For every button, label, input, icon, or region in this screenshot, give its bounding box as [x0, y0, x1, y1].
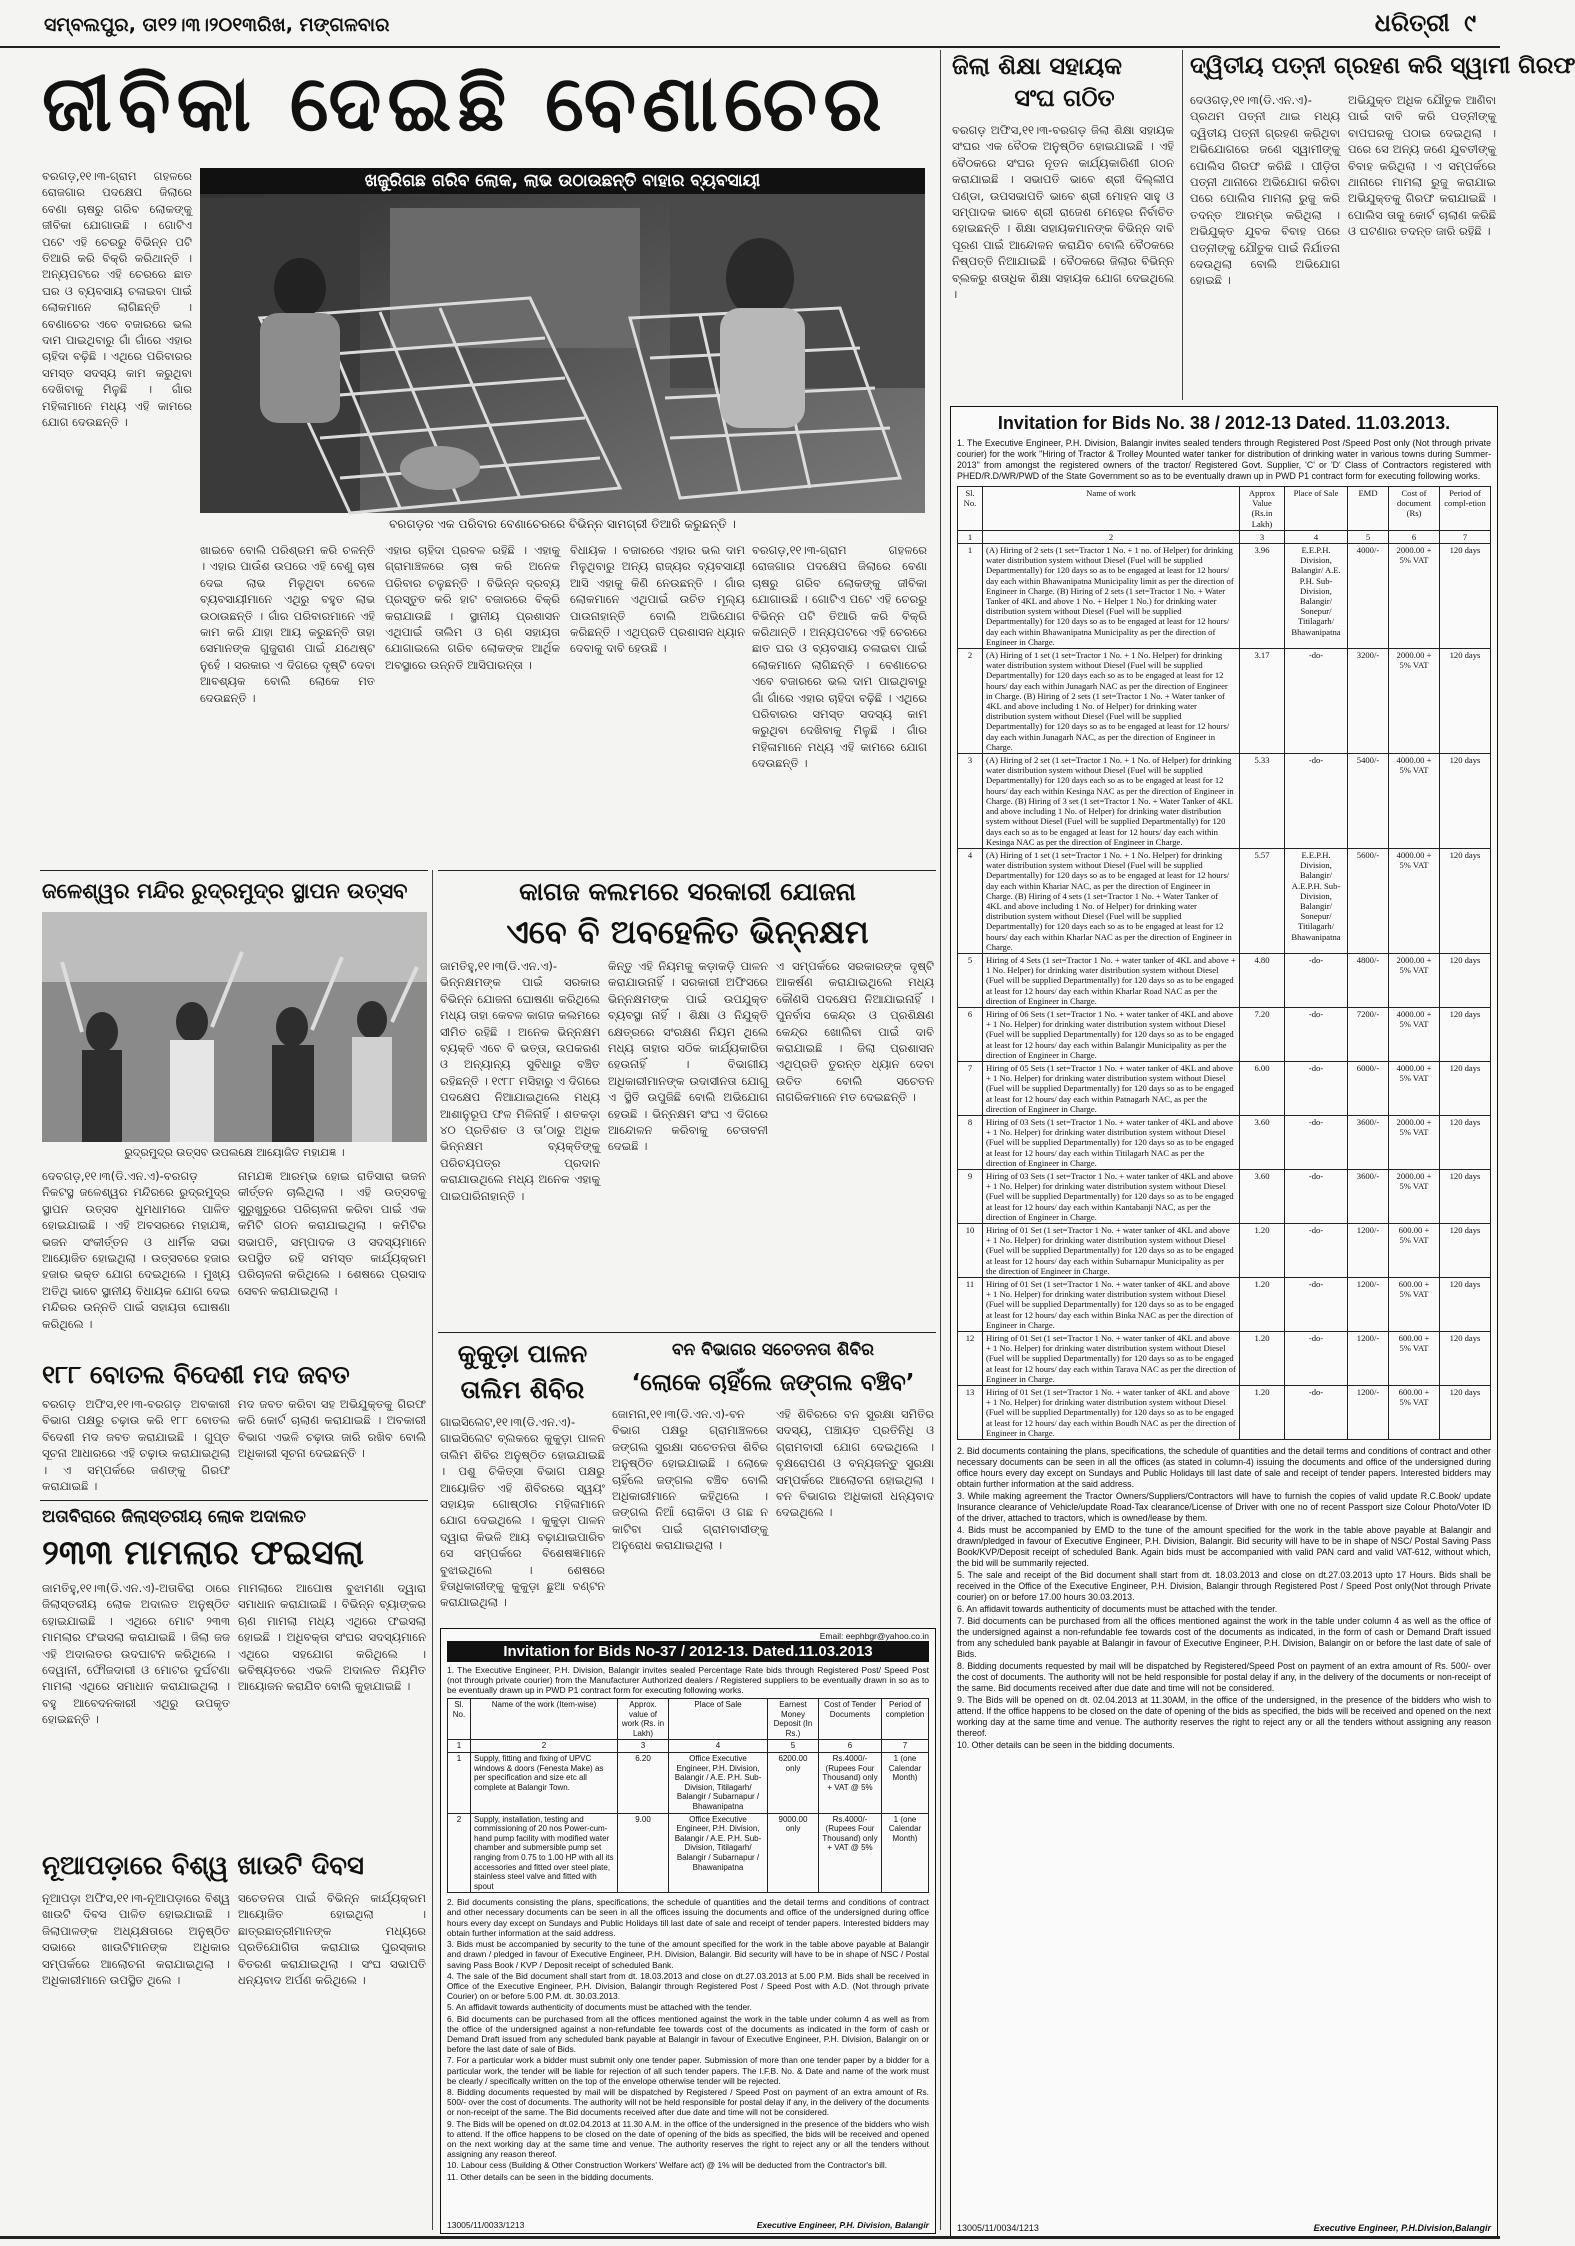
section-rule-2	[40, 1500, 428, 1501]
bid38-note: 3. While making agreement the Tractor Owners/Suppliers/Contractors will have to furnish the copies of valid update R.C.Book/ update Insurance clearance of Vehicle/update Road-Tax clearance/License of Driver with one no of recent Passport size Colour Photo/Voter ID of the driver, attached to tractors, which is owned/lease by them.	[957, 1491, 1491, 1524]
bid38-intro: 1. The Executive Engineer, P.H. Division, Balangir invites sealed tenders through Registered Post /Speed Post only (Not through private courier) for the work "Hiring of Tractor & Trolley Mounted water tanker for distribution of drinking water in various towns during Summer-2013" from amongst the registered owners of the tractor/ Registered Govt. Supplier, 'C' or 'D' Class of Contractors registered with PHED/R.D/WR/PWD of the State Government so as to be eventually drawn up in PWD P1 contract form for executing following works.	[957, 438, 1491, 481]
bid38-note: 4. Bids must be accompanied by EMD to the tune of the amount specified for the work in the table above payable at Balangir and drawn/pledged in favour of Executive Engineer, P.H. Division, Balangir. Bid security will have to be in shape of NSC/ Postal Saving Pass Book/KVP/Deposit receipt of scheduled Bank. Again bids must be accompanied with valid PAN card and valid VAT-612, without which, the bid will be summarily rejected.	[957, 1525, 1491, 1569]
bid38-cell-sl: 11	[958, 1278, 983, 1332]
bid38-cell-place: E.E.P.H. Division, Balangir/ A.E.P.H. Sub-Division, Balangir/ Sonepur/ Titilagarh/ Bhawanipatna	[1285, 848, 1348, 953]
masthead	[0, 0, 1500, 46]
bid38-cell-emd: 4000/-	[1348, 544, 1389, 649]
jaleswar-photo-caption: ରୁଦ୍ରମୁଦ୍ର ଉତ୍ସବ ଉପଲକ୍ଷେ ଆୟୋଜିତ ମହାଯଜ୍ଞ ।	[124, 1146, 345, 1159]
bid37-note: 7. For a particular work a bidder must submit only one tender paper. Submission of more than one tender paper by a bidder for a particular work, the tender will be liable for rejection of all such tender papers. The I.F.B. No. & Date and name of the work must be clearly / specifically written on the top of the envelope otherwise tender will be rejected.	[447, 2055, 929, 2086]
bid38-cell-period: 120 days	[1440, 1386, 1491, 1440]
bid37-note: 11. Other details can be seen in the bidding documents.	[447, 2171, 654, 2182]
lead-photo	[200, 168, 925, 513]
bid38-colnum: 3	[1240, 530, 1285, 543]
bid38-cell-period: 120 days	[1440, 848, 1491, 953]
bid37-cell-work: Supply, installation, testing and commissioning of 20 nos Power-cum-hand pump facility with modified water chamber and submersible pump set ranging from 0.75 to 1.00 HP with all its accessories and fitted over steel plate, stainless steel valve and fitted with spout	[471, 1813, 618, 1893]
bid37-col-emd: Earnest Money Deposit (In Rs.)	[768, 1699, 819, 1740]
bid38-cell-period: 120 days	[1440, 1170, 1491, 1224]
bid38-cell-emd: 3600/-	[1348, 1170, 1389, 1224]
madya-headline: ୧୮୮ ବୋତଲ ବିଦେଶୀ ମଦ ଜବତ	[42, 1360, 350, 1389]
kagaj-col2: କିନ୍ତୁ ଏହି ନିୟମକୁ କଡ଼ାକଡ଼ି ପାଳନ କରାଯାଉନାହିଁ । ସରକାରୀ ଅଫିସରେ ଭିନ୍ନକ୍ଷମଙ୍କ ପାଇଁ ଉପଯୁକ୍ତ ବ୍ୟବସ୍ଥା ନାହିଁ । ଶିକ୍ଷା ଓ ନିଯୁକ୍ତି କ୍ଷେତ୍ରରେ ସଂରକ୍ଷଣ ନିୟମ ଥିଲେ ମଧ୍ୟ ତାହାର ସଠିକ କାର୍ଯ୍ୟକାରିତା ହେଉନାହିଁ । ବିଭାଗୀୟ ଅଧିକାରୀମାନଙ୍କ ଉଦାସୀନତା ଯୋଗୁ ଏ ସ୍ଥିତି ଉପୁଜିଛି ବୋଲି ଅଭିଯୋଗ ହେଉଛି । ଭିନ୍ନକ୍ଷମ ସଂଘ ଏ ଦିଗରେ ଆନ୍ଦୋଳନ କରିବାକୁ ଚେତାବନୀ ଦେଇଛି ।	[608, 959, 768, 1154]
bid38-cell-period: 120 days	[1440, 1278, 1491, 1332]
lead-col1: ବରଗଡ଼,୧୧।୩-ଗ୍ରାମ ଗହଳରେ ରୋଜଗାର ପଦକ୍ଷେପ ଜିଲାରେ ବେଣା ଚାଷରୁ ଗରିବ ଲୋକଙ୍କୁ ଜୀବିକା ଯୋଗାଉଛି । ଗୋଟିଏ ପଟେ ଏହି ଚେରରୁ ବିଭିନ୍ନ ପଟି ତିଆରି କରି ବିକ୍ରି କରିଥାନ୍ତି । ଅନ୍ୟପଟରେ ଏହି ଚେରରେ ଛାତ ଘର ଓ ବ୍ୟବସାୟ ଚଳାଇବା ପାଇଁ ଲୋକମାନେ ଲାଗିଛନ୍ତି । ବେଣାଚେର ଏବେ ବଜାରରେ ଭଲ ଦାମ ପାଇଥିବାରୁ ଗାଁ ଗାଁରେ ଏହାର ଚାହିଦା ବଢ଼ିଛି । ଏଥିରେ ପରିବାରର ସମସ୍ତ ସଦସ୍ୟ କାମ କରୁଥିବା ଦେଖିବାକୁ ମିଳୁଛି । ଗାଁର ମହିଳାମାନେ ମଧ୍ୟ ଏହି କାମରେ ଯୋଗ ଦେଉଛନ୍ତି ।	[42, 169, 192, 430]
bid37-colnum: 1	[448, 1740, 471, 1753]
bid38-cell-value: 5.57	[1240, 848, 1285, 953]
bid37-header-row	[448, 1699, 929, 1740]
bid38-cell-value: 4.80	[1240, 953, 1285, 1007]
nuapada-col2: ସଚେତନତା ପାଇଁ ବିଭିନ୍ନ କାର୍ଯ୍ୟକ୍ରମ ଆୟୋଜିତ ହୋଇଥିଲା । ଛାତ୍ରଛାତ୍ରୀମାନଙ୍କ ମଧ୍ୟରେ ପ୍ରତିଯୋଗିତା କରାଯାଇ ପୁରସ୍କାର ବିତରଣ କରାଯାଇଥିଲା । ସଂଘ ସଭାପତି ଧନ୍ୟବାଦ ଅର୍ପଣ କରିଥିଲେ ।	[238, 1891, 426, 1988]
bid38-ref: 13005/11/0034/1213	[957, 2223, 1039, 2233]
col-rule-shiksha	[1182, 50, 1183, 400]
bid38-cell-emd: 7200/-	[1348, 1007, 1389, 1061]
bid37-colnum: 7	[882, 1740, 929, 1753]
bid37-note: 2. Bid documents consisting the plans, specifications, the schedule of quantities and the detail terms and conditions of contract and other necessary documents can be seen in all the offices issuing the documents and office of the undersigned during office hours every day except on Sundays and Public Holidays till last date of sale and receipt of tender papers. Interested bidders may obtain further information at the said address.	[447, 1897, 929, 1938]
bid38-row	[958, 1061, 1491, 1115]
bid37-cell-cost: Rs.4000/- (Rupees Four Thousand) only + VAT @ 5%	[819, 1813, 882, 1893]
bid38-col-place: Place of Sale	[1285, 487, 1348, 531]
bid38-row	[958, 953, 1491, 1007]
bid38-cell-place: -do-	[1285, 1224, 1348, 1278]
bid37-note: 5. An affidavit towards authenticity of documents must be attached with the tender.	[447, 2002, 752, 2013]
kagaj-col3: ଏ ସମ୍ପର୍କରେ ସରକାରଙ୍କ ଦୃଷ୍ଟି ଆକର୍ଷଣ କରାଯାଇଥିଲେ ମଧ୍ୟ କୌଣସି ପଦକ୍ଷେପ ନିଆଯାଇନାହିଁ । ପୁନର୍ବାସ କେନ୍ଦ୍ର ଓ ପ୍ରଶିକ୍ଷଣ କେନ୍ଦ୍ର ଖୋଲିବା ପାଇଁ ଦାବି କରାଯାଇଛି । ଜିଲା ପ୍ରଶାସନ ଏଥିପ୍ରତି ତୁରନ୍ତ ଧ୍ୟାନ ଦେବା ଉଚିତ ବୋଲି ସଚେତନ ନାଗରିକମାନେ ମତ ଦେଇଛନ୍ତି ।	[776, 959, 934, 1105]
bid38-cell-value: 1.20	[1240, 1224, 1285, 1278]
bid38-cell-work: (A) Hiring of 2 set (1 set=Tractor 1 No. + 1 No. of Helper) for drinking water distribution system without Diesel (Fuel will be supplied Departmentally) for 120 days each so as to be engaged at least for 12 hours/ day each within Kesinga NAC as per the direction of Engineer in Charge. (B) Hiring of 3 set (1 set=Tractor 1 No. + Water Tanker of 4KL and above including 1 No. of Helper) for drinking water distribution system without Diesel (Fuel will be supplied Departmentally) for 120 days each so as to be engaged at least for 12 hours/ day each within Kesinga NAC as per the direction of Engineer in Charge.	[983, 754, 1240, 849]
bid38-row	[958, 1007, 1491, 1061]
bid37-cell-cost: Rs.4000/- (Rupees Four Thousand) only + VAT @ 5%	[819, 1752, 882, 1813]
bid38-cell-place: -do-	[1285, 1170, 1348, 1224]
section-rule-1	[40, 870, 428, 871]
bid38-cell-sl: 7	[958, 1061, 983, 1115]
jila-shiksha-headline-line1: ଜିଲା ଶିକ୍ଷା ସହାୟକ	[952, 52, 1122, 80]
bid38-notes	[951, 1440, 1497, 1751]
bid38-cell-value: 5.33	[1240, 754, 1285, 849]
bid37-advert	[440, 1628, 936, 2234]
bid38-col-sl: Sl. No.	[958, 487, 983, 531]
bid37-signature: Executive Engineer, P.H. Division, Balangir	[756, 2220, 929, 2230]
bid37-footer	[447, 2220, 929, 2230]
bid37-cell-emd: 9000.00 only	[768, 1813, 819, 1893]
bid38-cell-sl: 13	[958, 1386, 983, 1440]
bid38-cell-emd: 1200/-	[1348, 1224, 1389, 1278]
bid38-cell-sl: 3	[958, 754, 983, 849]
bid38-row	[958, 1332, 1491, 1386]
bottom-rule	[0, 2236, 1500, 2239]
bid38-cell-value: 6.00	[1240, 1061, 1285, 1115]
bid38-footer	[957, 2223, 1491, 2233]
bid38-col-cost: Cost of document (Rs)	[1389, 487, 1440, 531]
bid38-cell-place: E.E.P.H. Division, Balangir/ A.E. P.H. Sub-Division, Balangir/ Sonepur/ Titilagarh/ Bhawanipatna	[1285, 544, 1348, 649]
bid38-cell-work: (A) Hiring of 1 set (1 set=Tractor 1 No. + 1 No. Helper) for drinking water distribution system without Diesel (Fuel will be supplied Departmentally) for 120 days each so as to be engaged at least for 12 hours/ day each within Junagarh NAC as per the direction of Engineer in Charge. (B) Hiring of 2 sets (1 set=Tractor 1 No. + Water tanker of 4KL and above including 1 No. of Helper) for drinking water distribution system without Diesel (Fuel will be supplied Departmentally) for 120 days so as to be engaged at least for 12 hours/ day each within Junagarh NAC, as per the direction of Engineer in Charge.	[983, 649, 1240, 754]
bid38-row	[958, 649, 1491, 754]
bid37-body	[448, 1752, 929, 1892]
bid38-cell-period: 120 days	[1440, 754, 1491, 849]
bid38-colnum: 1	[958, 530, 983, 543]
lok-adalat-headline-line2: ୨୩୩ ମାମଲାର ଫଇସଲା	[42, 1533, 364, 1573]
bana-headline	[612, 1336, 934, 1402]
bid38-cell-value: 7.20	[1240, 1007, 1285, 1061]
bid38-cell-period: 120 days	[1440, 1224, 1491, 1278]
lok-adalat-headline	[42, 1504, 427, 1576]
bid38-col-value: Approx Value (Rs.in Lakh)	[1240, 487, 1285, 531]
jila-shiksha-headline-line2: ସଂଘ ଗଠିତ	[1014, 84, 1115, 112]
bid38-row	[958, 544, 1491, 649]
bana-col1: ଜୋମନା,୧୧।୩(ଡି.ଏନ.ଏ)-ବନ ବିଭାଗ ପକ୍ଷରୁ ଗ୍ରାମାଞ୍ଚଳରେ ଜଙ୍ଗଲ ସୁରକ୍ଷା ସଚେତନତା ଶିବିର ଅନୁଷ୍ଠିତ ହୋଇଯାଇଛି । ଲୋକେ ଚାହିଁଲେ ଜଙ୍ଗଲ ବଞ୍ଚିବ ବୋଲି ଅଧିକାରୀମାନେ କହିଥିଲେ । ଜଙ୍ଗଲ ନିଆଁ ରୋକିବା ଓ ଗଛ ନ କାଟିବା ପାଇଁ ଗ୍ରାମବାସୀଙ୍କୁ ଅନୁରୋଧ କରାଯାଇଥିଲା ।	[612, 1407, 768, 1553]
bid38-colnum: 4	[1285, 530, 1348, 543]
bid37-cell-sl: 1	[448, 1752, 471, 1813]
lead-col4: ବିଧାୟକ । ବଜାରରେ ଏହାର ଭଲ ଦାମ ମିଳୁଥିବାରୁ ଅନ୍ୟ ରାଜ୍ୟର ବ୍ୟବସାୟୀ ଆସି ଏହାକୁ କିଣି ନେଉଛନ୍ତି । ଗାଁର ଲୋକମାନେ ଏଥିପାଇଁ ଉଚିତ ମୂଲ୍ୟ ପାଉନାହାନ୍ତି ବୋଲି ଅଭିଯୋଗ କରିଛନ୍ତି । ଏଥିପ୍ରତି ପ୍ରଶାସନ ଧ୍ୟାନ ଦେବାକୁ ଦାବି ହେଉଛି ।	[570, 543, 745, 656]
bid38-cell-sl: 1	[958, 544, 983, 649]
bid38-cell-cost: 600.00 + 5% VAT	[1389, 1224, 1440, 1278]
bid38-note: 7. Bid documents can be purchased from all the offices mentioned against the work in the table under column 4 as well as the office of the undersigned against a non-refundable fee towards cost of the documents as indicated, in the form of cash or Demand Draft issued from any scheduled bank payable at Balangir in favour of Executive Engineer, P.H. Division, Balangir on or before the last date of sale of Bids.	[957, 1616, 1491, 1660]
bid38-cell-work: (A) Hiring of 1 set (1 set=Tractor 1 No. + 1 No. Helper) for drinking water distribution system without Diesel (Fuel will be supplied Departmentally) for 120 days so as to be engaged at least for 12 hours/ day each within Khariar NAC, as per the direction of Engineer in Charge. (B) Hiring of 4 sets (1 set=Tractor 1 No. + Water Tanker of 4KL and above including 1 No. of Helper) for drinking water distribution system without Diesel (Fuel will be supplied Departmentally) for 120 days each so as to be engaged at least for 12 hours/ day each within Kharlar NAC as per the direction of Engineer in Charge.	[983, 848, 1240, 953]
bid38-col-period: Period of compl-etion	[1440, 487, 1491, 531]
bid37-col-work: Name of the work (Item-wise)	[471, 1699, 618, 1740]
bid38-cell-emd: 1200/-	[1348, 1332, 1389, 1386]
bid38-cell-place: -do-	[1285, 953, 1348, 1007]
bid38-cell-sl: 4	[958, 848, 983, 953]
kukuda-headline-line2: ତାଲିମ ଶିବିର	[460, 1375, 585, 1404]
kagaj-headline-line2: ଏବେ ବି ଅବହେଳିତ ଭିନ୍ନକ୍ଷମ	[506, 913, 869, 951]
kagaj-headline	[440, 874, 935, 954]
bid37-notes	[441, 1893, 935, 2181]
bid38-note: 2. Bid documents containing the plans, specifications, the schedule of quantities and the detail terms and conditions of contract and other necessary documents can be seen in all the offices (as stated in column-4) issuing the documents and office of the undersigned during office hours every day except on Sundays and Public Holidays till last date of sale and receipt of tender papers. Interested bidders may obtain further information at the said address.	[957, 1446, 1491, 1490]
bid38-cell-place: -do-	[1285, 1332, 1348, 1386]
jaleswar-photo-image	[42, 912, 427, 1142]
bid38-cell-sl: 10	[958, 1224, 983, 1278]
bid38-note: 10. Other details can be seen in the bidding documents.	[957, 1740, 1175, 1751]
bid37-note: 6. Bid documents can be purchased from all the offices mentioned against the work in the table under column 4 as well as from the office of the undersigned against a non-refundable fee towards cost of the documents as indicated in the form of cash or Demand Draft issued from any scheduled bank payable at Balangir in favour of Executive Engineer, P.H. Division, Balangir on or before the last date of sale of Bids.	[447, 2013, 929, 2055]
lead-col3: ଏହାର ଚାହିଦା ପ୍ରବଳ ରହିଛି । ଏହାକୁ ଗ୍ରାମାଞ୍ଚଳରେ ଚାଷ କରି ଅନେକ ପରିବାର ଚଳୁଛନ୍ତି । ବିଭିନ୍ନ ଦ୍ରବ୍ୟ ପ୍ରସ୍ତୁତ କରି ହାଟ ବଜାରରେ ବିକ୍ରି କରାଯାଉଛି । ସ୍ଥାନୀୟ ପ୍ରଶାସନ ଏଥିପାଇଁ ତାଲିମ ଓ ଋଣ ସହାୟତା ଯୋଗାଇଲେ ଗରିବ ଲୋକଙ୍କ ଆର୍ଥିକ ଅବସ୍ଥାରେ ଉନ୍ନତି ଆସିପାରନ୍ତା ।	[385, 543, 560, 672]
kagaj-headline-line1: କାଗଜ କଲମରେ ସରକାରୀ ଯୋଜନା	[519, 877, 856, 906]
bid38-cell-emd: 1200/-	[1348, 1278, 1389, 1332]
bid38-row	[958, 754, 1491, 849]
bid38-title: Invitation for Bids No. 38 / 2012-13 Dated. 11.03.2013.	[997, 413, 1451, 433]
lead-col2: ଖାଇବେ ବୋଲି ପରିଶ୍ରମ କରି ଚଳନ୍ତି । ଏହାର ପାଉଁଶ ଉପରେ ଏହି ବେଣୁ ଚାଷ ଦେଇ ଲାଭ ମିଳୁଥିବା ବେଳେ ବ୍ୟବସାୟୀମାନେ ଏଥିରୁ ବହୁତ ଲାଭ ଉଠାଉଛନ୍ତି । ଗାଁର ପରିବାରମାନେ ଏହି କାମ କରି ଯାହା ଆୟ କରୁଛନ୍ତି ତାହା ସେମାନଙ୍କ ଗୁଜୁରାଣ ପାଇଁ ଯଥେଷ୍ଟ ନୁହେଁ । ସରକାର ଏ ଦିଗରେ ଦୃଷ୍ଟି ଦେବା ଆବଶ୍ୟକ ବୋଲି ଲୋକେ ମତ ଦେଉଛନ୍ତି ।	[200, 543, 375, 705]
bid38-colnum: 7	[1440, 530, 1491, 543]
bid37-row	[448, 1813, 929, 1893]
bid37-colnum: 4	[669, 1740, 768, 1753]
bid38-cell-cost: 4000.00 + 5% VAT	[1389, 1061, 1440, 1115]
bid38-cell-emd: 5600/-	[1348, 848, 1389, 953]
bid38-cell-work: Hiring of 03 Sets (1 set=Tractor 1 No. + water tanker of 4KL and above + 1 No. Helper) for drinking water distribution system without Diesel (Fuel will be supplied Departmentally) for 120 days so as to be engaged at least for 12 hours/ day each within Titilagarh NAC as per the direction of Engineer in Charge.	[983, 1115, 1240, 1169]
lead-col5: ବରଗଡ଼,୧୧।୩-ଗ୍ରାମ ଗହଳରେ ରୋଜଗାର ପଦକ୍ଷେପ ଜିଲାରେ ବେଣା ଚାଷରୁ ଗରିବ ଲୋକଙ୍କୁ ଜୀବିକା ଯୋଗାଉଛି । ଗୋଟିଏ ପଟେ ଏହି ଚେରରୁ ବିଭିନ୍ନ ପଟି ତିଆରି କରି ବିକ୍ରି କରିଥାନ୍ତି । ଅନ୍ୟପଟରେ ଏହି ଚେରରେ ଛାତ ଘର ଓ ବ୍ୟବସାୟ ଚଳାଇବା ପାଇଁ ଲୋକମାନେ ଲାଗିଛନ୍ତି । ବେଣାଚେର ଏବେ ବଜାରରେ ଭଲ ଦାମ ପାଇଥିବାରୁ ଗାଁ ଗାଁରେ ଏହାର ଚାହିଦା ବଢ଼ିଛି । ଏଥିରେ ପରିବାରର ସମସ୍ତ ସଦସ୍ୟ କାମ କରୁଥିବା ଦେଖିବାକୁ ମିଳୁଛି । ଗାଁର ମହିଳାମାନେ ମଧ୍ୟ ଏହି କାମରେ ଯୋଗ ଦେଉଛନ୍ତି ।	[752, 543, 927, 771]
bid37-colnum: 3	[618, 1740, 669, 1753]
bid38-cell-value: 3.60	[1240, 1170, 1285, 1224]
section-rule-4	[438, 1332, 936, 1333]
bid38-signature: Executive Engineer, P.H.Division,Balangir	[1313, 2223, 1491, 2233]
bid37-colnum: 6	[819, 1740, 882, 1753]
kukuda-body: ଗାଇସିଲେଟ,୧୧।୩(ଡି.ଏନ.ଏ)-ଗାଇସିଲେଟ ବ୍ଲକରେ କୁକୁଡ଼ା ପାଳନ ତାଲିମ ଶିବିର ଅନୁଷ୍ଠିତ ହୋଇଯାଇଛି । ପଶୁ ଚିକିତ୍ସା ବିଭାଗ ପକ୍ଷରୁ ଆୟୋଜିତ ଏହି ଶିବିରରେ ସ୍ୱୟଂ ସହାୟକ ଗୋଷ୍ଠୀର ମହିଳାମାନେ ଯୋଗ ଦେଇଥିଲେ । କୁକୁଡ଼ା ପାଳନ ଦ୍ୱାରା କିଭଳି ଆୟ ବଢ଼ାଯାଇପାରିବ ସେ ସମ୍ପର୍କରେ ବିଶେଷଜ୍ଞମାନେ ବୁଝାଇଥିଲେ । ଶେଷରେ ହିତାଧିକାରୀଙ୍କୁ କୁକୁଡ଼ା ଛୁଆ ବଣ୍ଟନ କରାଯାଇଥିଲା ।	[440, 1415, 605, 1610]
lead-photo-image	[200, 168, 925, 513]
bid37-cell-place: Office Executive Engineer, P.H. Division, Balangir / A.E. P.H. Sub-Division, Titilagarh/ Balangir / Subarnapur / Bhawanipatna	[669, 1813, 768, 1893]
kukuda-headline	[440, 1336, 605, 1408]
bid38-cell-value: 3.17	[1240, 649, 1285, 754]
kukuda-headline-line1: କୁକୁଡ଼ା ପାଳନ	[457, 1339, 588, 1368]
bid37-cell-work: Supply, fitting and fixing of UPVC windows & doors (Fenesta Make) as per specification and size etc all complete at Balangir Town.	[471, 1752, 618, 1813]
nuapada-headline: ନୂଆପଡ଼ାରେ ବିଶ୍ୱ ଖାଉଟି ଦିବସ	[42, 1851, 364, 1881]
bid38-note: 9. The Bids will be opened on dt. 02.04.2013 at 11.30AM, in the office of the undersigned, in the presence of the bidders who wish to attend. If the office happens to be closed on the date of opening of the bids as specified, the bids will be received and opened on the next working day at the same time and venue. The authority reserves the right to reject any or all the tenders without assigning any reason thereof.	[957, 1695, 1491, 1739]
bana-headline-line1: ବନ ବିଭାଗର ସଚେତନତା ଶିବିର	[671, 1340, 875, 1360]
bid38-row	[958, 1224, 1491, 1278]
bid37-colnum: 5	[768, 1740, 819, 1753]
bid38-col-emd: EMD	[1348, 487, 1389, 531]
bid38-cell-period: 120 days	[1440, 953, 1491, 1007]
dateline: ସମ୍ବଲପୁର, ତା୧୨।୩।୨୦୧୩ରିଖ, ମଙ୍ଗଳବାର	[44, 14, 390, 36]
bid37-cell-value: 9.00	[618, 1813, 669, 1893]
bid38-cell-cost: 4000.00 + 5% VAT	[1389, 848, 1440, 953]
bid38-cell-sl: 8	[958, 1115, 983, 1169]
madya-col2: ମଦ ଜବତ କରିବା ସହ ଅଭିଯୁକ୍ତକୁ ଗିରଫ କରି କୋର୍ଟ ଚାଲାଣ କରାଯାଇଛି । ଅବକାରୀ ବିଭାଗ ଏଭଳି ଚଢ଼ାଉ ଜାରି ରଖିବ ବୋଲି ଅଧିକାରୀ ସୂଚନା ଦେଇଛନ୍ତି ।	[238, 1397, 426, 1461]
bid38-colnum: 6	[1389, 530, 1440, 543]
dwitiya-col2: ଅଭିଯୁକ୍ତ ଅଧିକ ଯୌତୁକ ଆଣିବା ପାଇଁ ଦାବି କରି ପତ୍ନୀଙ୍କୁ ବାପଘରକୁ ପଠାଇ ଦେଇଥିଲା । ପରେ ସେ ଅନ୍ୟ ଜଣେ ଯୁବତୀଙ୍କୁ ବିବାହ କରିଥିଲା । ଏ ସମ୍ପର୍କରେ ଥାନାରେ ମାମଲା ରୁଜୁ କରାଯାଇ ଅଭିଯୁକ୍ତକୁ ଗିରଫ କରାଯାଇଛି । ପୋଲିସ ତାକୁ କୋର୍ଟ ଚାଲାଣ କରିଛି ଓ ଘଟଣାର ତଦନ୍ତ ଜାରି ରହିଛି ।	[1348, 93, 1496, 239]
bid37-cell-emd: 6200.00 only	[768, 1752, 819, 1813]
bid38-cell-emd: 3600/-	[1348, 1115, 1389, 1169]
bid38-advert	[950, 406, 1498, 2238]
bid37-colnum: 2	[471, 1740, 618, 1753]
bid38-cell-work: Hiring of 01 Set (1 set=Tractor 1 No. + water tanker of 4KL and above + 1 No. Helper) for drinking water distribution system without Diesel (Fuel will be supplied Departmentally) for 120 days so as to be engaged at least for 12 hours/ day each within Boudh NAC as per the direction of Engineer in Charge.	[983, 1386, 1240, 1440]
bid37-note: 3. Bids must be accompanied by security to the tune of the amount specified for the work in the table above payable at Balangir and drawn / pledged in favour of Executive Engineer, P.H. Division, Balangir. Bid security will have to be in shape of NSC / Postal saving Pass Book / KVP / Deposit receipt of scheduled Bank.	[447, 1939, 929, 1970]
bid38-cell-sl: 12	[958, 1332, 983, 1386]
jaleswar-col2: ନାମଯଜ୍ଞ ଆରମ୍ଭ ହୋଇ ରାତିସାରା ଭଜନ କୀର୍ତ୍ତନ ଚାଲିଥିଲା । ଏହି ଉତ୍ସବକୁ ସୁରୁଖୁରୁରେ ପରିଚାଳନା କରିବା ପାଇଁ ଏକ କମିଟି ଗଠନ କରାଯାଇଥିଲା । କମିଟିର ସଭାପତି, ସମ୍ପାଦକ ଓ ସଦସ୍ୟମାନେ ଉପସ୍ଥିତ ରହି ସମସ୍ତ କାର୍ଯ୍ୟକ୍ରମ ପରିଚାଳନା କରିଥିଲେ । ଶେଷରେ ପ୍ରସାଦ ସେବନ କରାଯାଇଥିଲା ।	[238, 1169, 426, 1298]
lead-kicker-text: ଖଜୁରିଗଛ ଗରିବ ଲୋକ, ଲାଭ ଉଠାଉଛନ୍ତି ବାହାର ବ୍ୟବସାୟୀ	[364, 171, 761, 191]
bid38-row	[958, 1386, 1491, 1440]
lead-headline: ଜୀବିକା ଦେଇଛି ବେଣାଚେର	[42, 60, 888, 149]
bid38-colnum-row	[958, 530, 1491, 543]
bid37-note: 9. The Bids will be opened on dt.02.04.2013 at 11.30 A.M. in the office of the undersigned in the presence of the bidders who wish to attend. If the office happens to be closed on the date of opening of the bids as specified, the bids will be received and opened on the next working day at the same time and venue. The authority reserves the right to reject any or all the tenders without assigning any reason thereof.	[447, 2118, 929, 2160]
bid37-cell-sl: 2	[448, 1813, 471, 1893]
madya-col1: ବରଗଡ଼ ଅଫିସ,୧୧।୩-ବରଗଡ଼ ଅବକାରୀ ବିଭାଗ ପକ୍ଷରୁ ଚଢ଼ାଉ କରି ୧୮୮ ବୋତଲ ବିଦେଶୀ ମଦ ଜବତ କରାଯାଇଛି । ଗୁପ୍ତ ସୂଚନା ଆଧାରରେ ଏହି ଚଢ଼ାଉ କରାଯାଇଥିଲା । ଏ ସମ୍ପର୍କରେ ଜଣଙ୍କୁ ଗିରଫ କରାଯାଇଛି ।	[42, 1397, 230, 1494]
bid38-cell-emd: 4800/-	[1348, 953, 1389, 1007]
jila-shiksha-body: ବରଗଡ଼ ଅଫିସ,୧୧।୩-ବରଗଡ଼ ଜିଲା ଶିକ୍ଷା ସହାୟକ ସଂଘର ଏକ ବୈଠକ ଅନୁଷ୍ଠିତ ହୋଇଯାଇଛି । ଏହି ବୈଠକରେ ସଂଘର ନୂତନ କାର୍ଯ୍ୟକାରିଣୀ ଗଠନ କରାଯାଇଛି । ସଭାପତି ଭାବେ ଶ୍ରୀ ଦିଲ୍ଲୀପ ପଣ୍ଡା, ଉପସଭାପତି ଭାବେ ଶ୍ରୀ ମୋହନ ସାହୁ ଓ ସମ୍ପାଦକ ଭାବେ ଶ୍ରୀ ରାଜେଶ ମେହେର ନିର୍ବାଚିତ ହୋଇଛନ୍ତି । ଶିକ୍ଷା ସହାୟକମାନଙ୍କ ବିଭିନ୍ନ ଦାବି ପୂରଣ ପାଇଁ ଆନ୍ଦୋଳନ କରାଯିବ ବୋଲି ବୈଠକରେ ନିଷ୍ପତ୍ତି ନିଆଯାଇଛି । ବୈଠକରେ ଜିଲାର ବିଭିନ୍ନ ବ୍ଲକରୁ ଶତାଧିକ ଶିକ୍ଷା ସହାୟକ ଯୋଗ ଦେଇଥିଲେ ।	[952, 123, 1174, 302]
bid38-cell-cost: 2000.00 + 5% VAT	[1389, 544, 1440, 649]
bid38-cell-emd: 5400/-	[1348, 754, 1389, 849]
bid38-cell-cost: 600.00 + 5% VAT	[1389, 1386, 1440, 1440]
bid38-cell-period: 120 days	[1440, 1332, 1491, 1386]
bid37-col-sl: Sl. No.	[448, 1699, 471, 1740]
masthead-rule	[0, 46, 1500, 48]
bana-col2: ଏହି ଶିବିରରେ ବନ ସୁରକ୍ଷା ସମିତିର ସଦସ୍ୟ, ପଞ୍ଚାୟତ ପ୍ରତିନିଧି ଓ ଗ୍ରାମବାସୀ ଯୋଗ ଦେଇଥିଲେ । ବୃକ୍ଷରୋପଣ ଓ ବନ୍ୟଜନ୍ତୁ ସୁରକ୍ଷା ସମ୍ପର୍କରେ ଆଲୋଚନା ହୋଇଥିଲା । ବନ ବିଭାଗର ଅଧିକାରୀ ଧନ୍ୟବାଦ ଦେଇଥିଲେ ।	[776, 1407, 934, 1520]
lead-kicker	[200, 168, 925, 194]
bid38-row	[958, 1278, 1491, 1332]
section-rule-3	[438, 870, 936, 871]
bid38-note: 6. An affidavit towards authenticity of documents must be attached with the tender.	[957, 1604, 1278, 1615]
bid38-cell-sl: 5	[958, 953, 983, 1007]
nuapada-col1: ନୂଆପଡ଼ା ଅଫିସ,୧୧।୩-ନୂଆପଡ଼ାରେ ବିଶ୍ୱ ଖାଉଟି ଦିବସ ପାଳିତ ହୋଇଯାଇଛି । ଜିଲାପାଳଙ୍କ ଅଧ୍ୟକ୍ଷତାରେ ଅନୁଷ୍ଠିତ ସଭାରେ ଖାଉଟିମାନଙ୍କ ଅଧିକାର ସମ୍ପର୍କରେ ଆଲୋଚନା କରାଯାଇଥିଲା । ଅଧିକାରୀମାନେ ଉପସ୍ଥିତ ଥିଲେ ।	[42, 1891, 230, 1988]
bid38-cell-cost: 2000.00 + 5% VAT	[1389, 649, 1440, 754]
jaleswar-headline: ଜଳେଶ୍ୱର ମନ୍ଦିର ରୁଦ୍ରମୁଦ୍ର ସ୍ଥାପନ ଉତ୍ସବ	[42, 879, 408, 903]
bid37-title: Invitation for Bids No-37 / 2012-13. Dated.11.03.2013	[447, 1641, 929, 1662]
bid38-cell-value: 3.60	[1240, 1115, 1285, 1169]
bid38-colnum: 2	[983, 530, 1240, 543]
dwitiya-col1: ଦେଓଗଡ଼,୧୧।୩(ଡି.ଏନ.ଏ)-ପ୍ରଥମ ପତ୍ନୀ ଥାଇ ମଧ୍ୟ ଦ୍ୱିତୀୟ ପତ୍ନୀ ଗ୍ରହଣ କରିଥିବା ଅଭିଯୋଗରେ ଜଣେ ସ୍ୱାମୀଙ୍କୁ ପୋଲିସ ଗିରଫ କରିଛି । ପୀଡ଼ିତା ପତ୍ନୀ ଥାନାରେ ଅଭିଯୋଗ କରିବା ପରେ ପୋଲିସ ମାମଲା ରୁଜୁ କରି ତଦନ୍ତ ଆରମ୍ଭ କରିଥିଲା । ଅଭିଯୁକ୍ତ ଯୁବକ ବିବାହ ପରେ ପତ୍ନୀଙ୍କୁ ଯୌତୁକ ପାଇଁ ନିର୍ଯାତନା ଦେଉଥିଲା ବୋଲି ଅଭିଯୋଗ ହୋଇଛି ।	[1190, 93, 1340, 288]
bid37-cell-place: Office Executive Engineer, P.H. Division, Balangir / A.E. P.H. Sub-Division, Titilagarh/ Balangir / Subarnapur / Bhawanipatna	[669, 1752, 768, 1813]
paper-name: ଧରିତ୍ରୀ ୯	[1374, 9, 1476, 37]
jaleswar-photo	[42, 912, 427, 1142]
bid38-cell-value: 1.20	[1240, 1332, 1285, 1386]
bid38-cell-period: 120 days	[1440, 1061, 1491, 1115]
bid38-row	[958, 1170, 1491, 1224]
bid38-cell-work: Hiring of 01 Set (1 set=Tractor 1 No. + water tanker of 4KL and above + 1 No. Helper) for drinking water distribution system without Diesel (Fuel will be supplied Departmentally) for 120 days so as to be engaged at least for 12 hours/ day each within Binka NAC as per the direction of Engineer in Charge.	[983, 1278, 1240, 1332]
page-number: ୯	[1464, 9, 1476, 37]
bid38-note: 5. The sale and receipt of the Bid document shall start from dt. 18.03.2013 and close on dt.27.03.2013 upto 17 Hours. Bids shall be received in the Office of the Executive Engineer, P.H. Division, Balangir through Registered Post / Speed Post only(Not through Private courier) on or before 17.00 hours 30.03.2013.	[957, 1570, 1491, 1603]
bid38-cell-emd: 6000/-	[1348, 1061, 1389, 1115]
bid37-note: 4. The sale of the Bid document shall start from dt. 18.03.2013 and close on dt.27.03.2013 at 5.00 P.M. Bids shall be received in Office of the Executive Engineer, P.H. Division, Balangir through Registered Post / Speed Post with A.D. (Not through private Courier) on or before 5.00 P.M. dt. 30.03.2013.	[447, 1970, 929, 2002]
bid37-col-cost: Cost of Tender Documents	[819, 1699, 882, 1740]
bid38-cell-sl: 9	[958, 1170, 983, 1224]
bid37-table	[447, 1698, 929, 1893]
bid38-cell-place: -do-	[1285, 1007, 1348, 1061]
bid37-col-value: Approx. value of work (Rs. in Lakh)	[618, 1699, 669, 1740]
bid38-cell-place: -do-	[1285, 1115, 1348, 1169]
bid37-note: 10. Labour cess (Building & Other Construction Workers' Welfare act) @ 1% will be deducted from the Contractor's bill.	[447, 2160, 888, 2171]
bid38-cell-cost: 4000.00 + 5% VAT	[1389, 1007, 1440, 1061]
bid38-cell-value: 1.20	[1240, 1278, 1285, 1332]
bid38-cell-work: Hiring of 01 Set (1 set=Tractor 1 No. + water tanker of 4KL and above + 1 No. Helper) for drinking water distribution system without Diesel (Fuel will be supplied Departmentally) for 120 days so as to be engaged at least for 12 hours/ day each within Tarava NAC as per the direction of Engineer in Charge.	[983, 1332, 1240, 1386]
bid37-colnum-row	[448, 1740, 929, 1753]
bid38-note: 8. Bidding documents requested by mail will be dispatched by Registered/Speed Post on payment of an extra amount of Rs. 500/- over the cost of documents. The authority will not be held responsible for postal delay if any, in the delivery of the documents or non-receipt of the same. Bid documents received after due date and time will not be considered.	[957, 1661, 1491, 1694]
bid37-email: Email: eephbgr@yahoo.co.in	[819, 1631, 929, 1641]
jaleswar-col1: ଦେବଗଡ଼,୧୧।୩(ଡି.ଏନ.ଏ)-ବରଗଡ଼ ନିକଟସ୍ଥ ଜଳେଶ୍ୱର ମନ୍ଦିରରେ ରୁଦ୍ରମୁଦ୍ର ସ୍ଥାପନ ଉତ୍ସବ ଧୁମଧାମରେ ପାଳିତ ହୋଇଯାଇଛି । ଏହି ଅବସରରେ ମହାଯଜ୍ଞ, ଭଜନ ସଂକୀର୍ତ୍ତନ ଓ ଧାର୍ମିକ ସଭା ଆୟୋଜିତ ହୋଇଥିଲା । ଉତ୍ସବରେ ହଜାର ହଜାର ଭକ୍ତ ଯୋଗ ଦେଇଥିଲେ । ମୁଖ୍ୟ ଅତିଥି ଭାବେ ସ୍ଥାନୀୟ ବିଧାୟକ ଯୋଗ ଦେଇ ମନ୍ଦିରର ଉନ୍ନତି ପାଇଁ ସହାୟତା ଘୋଷଣା କରିଥିଲେ ।	[42, 1169, 230, 1331]
bid37-row	[448, 1752, 929, 1813]
bid38-cell-period: 120 days	[1440, 649, 1491, 754]
bid38-cell-value: 1.20	[1240, 1386, 1285, 1440]
col-rule-right	[940, 50, 941, 2230]
bid38-cell-emd: 1200/-	[1348, 1386, 1389, 1440]
bid37-cell-value: 6.20	[618, 1752, 669, 1813]
bid38-cell-cost: 600.00 + 5% VAT	[1389, 1332, 1440, 1386]
bid38-cell-cost: 2000.00 + 5% VAT	[1389, 953, 1440, 1007]
bid38-cell-period: 120 days	[1440, 1007, 1491, 1061]
bid37-cell-period: 1 (one Calendar Month)	[882, 1752, 929, 1813]
bid38-header-row	[958, 487, 1491, 531]
bid38-body	[958, 544, 1491, 1440]
lead-photo-caption: ବରଗଡ଼ର ଏକ ପରିବାର ବେଣାଚେରରେ ବିଭିନ୍ନ ସାମଗ୍ରୀ ତିଆରି କରୁଛନ୍ତି ।	[389, 517, 736, 531]
lok-adalat-headline-line1: ଅତାବିରାରେ ଜିଲାସ୍ତରୀୟ ଲୋକ ଅଦାଲତ	[42, 1507, 306, 1527]
bid38-row	[958, 848, 1491, 953]
col-rule-left	[432, 870, 433, 2230]
bid38-cell-place: -do-	[1285, 1278, 1348, 1332]
bid38-cell-work: (A) Hiring of 2 sets (1 set=Tractor 1 No. + 1 no. of Helper) for drinking water distribution system without Diesel (Fuel will be supplied Departmentally) for 120 days so as to be engaged at least for 12 hours/ day each within Bhawanipatna Municipality limit as per the direction of Engineer in Charge. (B) Hiring of 2 sets (1 set=Tractor 1 No. + Water Tanker of 4KL and above 1 No. + Helper 1 No.) for drinking water distribution system without Diesel (Fuel will be supplied Departmentally) for 120 days so as to be engaged at least for 12 hours/ day each within Bhawanipatna Municipality as per the direction of Engineer in Charge.	[983, 544, 1240, 649]
lok-adalat-col1: ଜାମତିହୁ,୧୧।୩(ଡି.ଏନ.ଏ)-ଅତାବିରା ଠାରେ ଜିଲାସ୍ତରୀୟ ଲୋକ ଅଦାଲତ ଅନୁଷ୍ଠିତ ହୋଇଯାଇଛି । ଏଥିରେ ମୋଟ ୨୩୩ ମାମଲାର ଫଇସଲା କରାଯାଇଛି । ଜିଲା ଜଜ ଏହି ଅଦାଲତର ଉଦଘାଟନ କରିଥିଲେ । ଦେୱାନୀ, ଫୌଜଦାରୀ ଓ ମୋଟର ଦୁର୍ଘଟଣା ମାମଲା ଏଥିରେ ସମାଧାନ କରାଯାଇଥିଲା । ବହୁ ଆବେଦନକାରୀ ଏଥିରୁ ଉପକୃତ ହୋଇଛନ୍ତି ।	[42, 1581, 230, 1727]
bid38-cell-place: -do-	[1285, 754, 1348, 849]
bid38-col-work: Name of work	[983, 487, 1240, 531]
bid37-ref: 13005/11/0033/1213	[447, 2220, 525, 2230]
bid37-cell-period: 1 (one Calendar Month)	[882, 1813, 929, 1893]
bid38-cell-work: Hiring of 01 Set (1 set=Tractor 1 No. + water tanker of 4KL and above + 1 No. Helper) for drinking water distribution system without Diesel (Fuel will be supplied Departmentally) for 120 days so as to be engaged at least for 12 hours/ day each within Subarnapur Municipality as per the direction of Engineer in Charge.	[983, 1224, 1240, 1278]
bid38-cell-cost: 2000.00 + 5% VAT	[1389, 1115, 1440, 1169]
bid38-cell-work: Hiring of 06 Sets (1 set=Tractor 1 No. + water tanker of 4KL and above + 1 No. Helper) for drinking water distribution system without Diesel (Fuel will be supplied Departmentally) for 120 days so as to be engaged at least for 12 hours/ day each within Balangir Municipality as per the direction of Engineer in Charge.	[983, 1007, 1240, 1061]
bid38-cell-work: Hiring of 05 Sets (1 set=Tractor 1 No. + water tanker of 4KL and above + 1 No. Helper) for drinking water distribution system without Diesel (Fuel will be supplied Departmentally) for 120 days so as to be engaged at least for 12 hours/ day each within Patnagarh NAC, as per the direction of Engineer in Charge.	[983, 1061, 1240, 1115]
bana-headline-line2: ‘ଲୋକେ ଚାହିଁଲେ ଜଙ୍ଗଲ ବଞ୍ଚିବ’	[631, 1370, 915, 1396]
bid38-cell-work: Hiring of 4 Sets (1 set=Tractor 1 No. + water tanker of 4KL and above + 1 No. Helper) for drinking water distribution system without Diesel (Fuel will be supplied Departmentally) for 120 days so as to be engaged at least for 12 hours/ day each within Kharlar Road NAC as per the direction of Engineer in Charge.	[983, 953, 1240, 1007]
bid38-cell-sl: 6	[958, 1007, 983, 1061]
bid38-cell-place: -do-	[1285, 649, 1348, 754]
bid38-colnum: 5	[1348, 530, 1389, 543]
bid37-intro: 1. The Executive Engineer, P.H. Division, Balangir invites sealed Percentage Rate bids through Registered Post/ Speed Post (not through private courier) from the Manufacturer Authorized dealers / Registered suppliers to be eventually drawn in so as to be eventually drawn up in PWD P1 contract form for executing following works.	[447, 1665, 929, 1695]
bid38-row	[958, 1115, 1491, 1169]
bid38-cell-cost: 2000.00 + 5% VAT	[1389, 1170, 1440, 1224]
bid38-cell-sl: 2	[958, 649, 983, 754]
dwitiya-headline: ଦ୍ୱିତୀୟ ପତ୍ନୀ ଗ୍ରହଣ କରି ସ୍ୱାମୀ ଗିରଫ	[1190, 53, 1575, 79]
bid38-cell-emd: 3200/-	[1348, 649, 1389, 754]
bid38-cell-place: -do-	[1285, 1061, 1348, 1115]
bid38-cell-value: 3.96	[1240, 544, 1285, 649]
bid38-cell-period: 120 days	[1440, 1115, 1491, 1169]
jila-shiksha-headline	[952, 50, 1177, 114]
bid38-cell-place: -do-	[1285, 1386, 1348, 1440]
bid38-cell-work: Hiring of 03 Sets (1 set=Tractor 1 No. + water tanker of 4KL and above + 1 No. Helper) for drinking water distribution system without Diesel (Fuel will be supplied Departmentally) for 120 days so as to be engaged at least for 12 hours/ day each within Kantabanji NAC, as per the direction of Engineer in Charge.	[983, 1170, 1240, 1224]
bid38-cell-cost: 600.00 + 5% VAT	[1389, 1278, 1440, 1332]
bid37-col-place: Place of Sale	[669, 1699, 768, 1740]
bid37-col-period: Period of completion	[882, 1699, 929, 1740]
lok-adalat-col2: ମାମଲାରେ ଆପୋଷ ବୁଝାମଣା ଦ୍ୱାରା ସମାଧାନ କରାଯାଇଛି । ବିଭିନ୍ନ ବ୍ୟାଙ୍କର ଋଣ ମାମଲା ମଧ୍ୟ ଏଥିରେ ଫଇସଲା ହୋଇଛି । ଅଧିବକ୍ତା ସଂଘର ସଦସ୍ୟମାନେ ଏଥିରେ ସହଯୋଗ କରିଥିଲେ । ଭବିଷ୍ୟତରେ ଏଭଳି ଅଦାଲତ ନିୟମିତ ଆୟୋଜନ କରାଯିବ ବୋଲି କୁହାଯାଇଛି ।	[238, 1581, 426, 1694]
kagaj-col1: ଜାମତିହୁ,୧୧।୩(ଡି.ଏନ.ଏ)-ଭିନ୍ନକ୍ଷମଙ୍କ ପାଇଁ ସରକାର ବିଭିନ୍ନ ଯୋଜନା ଘୋଷଣା କରିଥିଲେ ମଧ୍ୟ ତାହା କେବଳ କାଗଜ କଲମରେ ସୀମିତ ରହିଛି । ଅନେକ ଭିନ୍ନକ୍ଷମ ବ୍ୟକ୍ତି ଏବେ ବି ଭତ୍ତା, ଉପକରଣ ଓ ଅନ୍ୟାନ୍ୟ ସୁବିଧାରୁ ବଞ୍ଚିତ ରହିଛନ୍ତି । ୧୯୮୮ ମସିହାରୁ ଏ ଦିଗରେ ପଦକ୍ଷେପ ନିଆଯାଇଥିଲେ ମଧ୍ୟ ଆଶାନୁରୂପ ଫଳ ମିଳିନାହିଁ । ଶତକଡ଼ା ୪୦ ପ୍ରତିଶତ ଓ ତା’ଠାରୁ ଅଧିକ ଭିନ୍ନକ୍ଷମ ବ୍ୟକ୍ତିଙ୍କୁ ପରିଚୟପତ୍ର ପ୍ରଦାନ କରାଯାଉଥିଲେ ମଧ୍ୟ ଅନେକ ଏହାକୁ ପାଇପାରିନାହାନ୍ତି ।	[440, 959, 600, 1203]
bid38-table	[957, 486, 1491, 1440]
bid38-cell-cost: 4000.00 + 5% VAT	[1389, 754, 1440, 849]
bid37-note: 8. Bidding documents requested by mail will be dispatched by Registered / Speed Post on payment of an extra amount of Rs. 500/- over the cost of documents. The authority will not be held responsible for postal delay if any, in the delivery of the documents or non-receipt of the same. The Bid documents received after due date and time will not be considered.	[447, 2086, 929, 2118]
bid38-cell-period: 120 days	[1440, 544, 1491, 649]
